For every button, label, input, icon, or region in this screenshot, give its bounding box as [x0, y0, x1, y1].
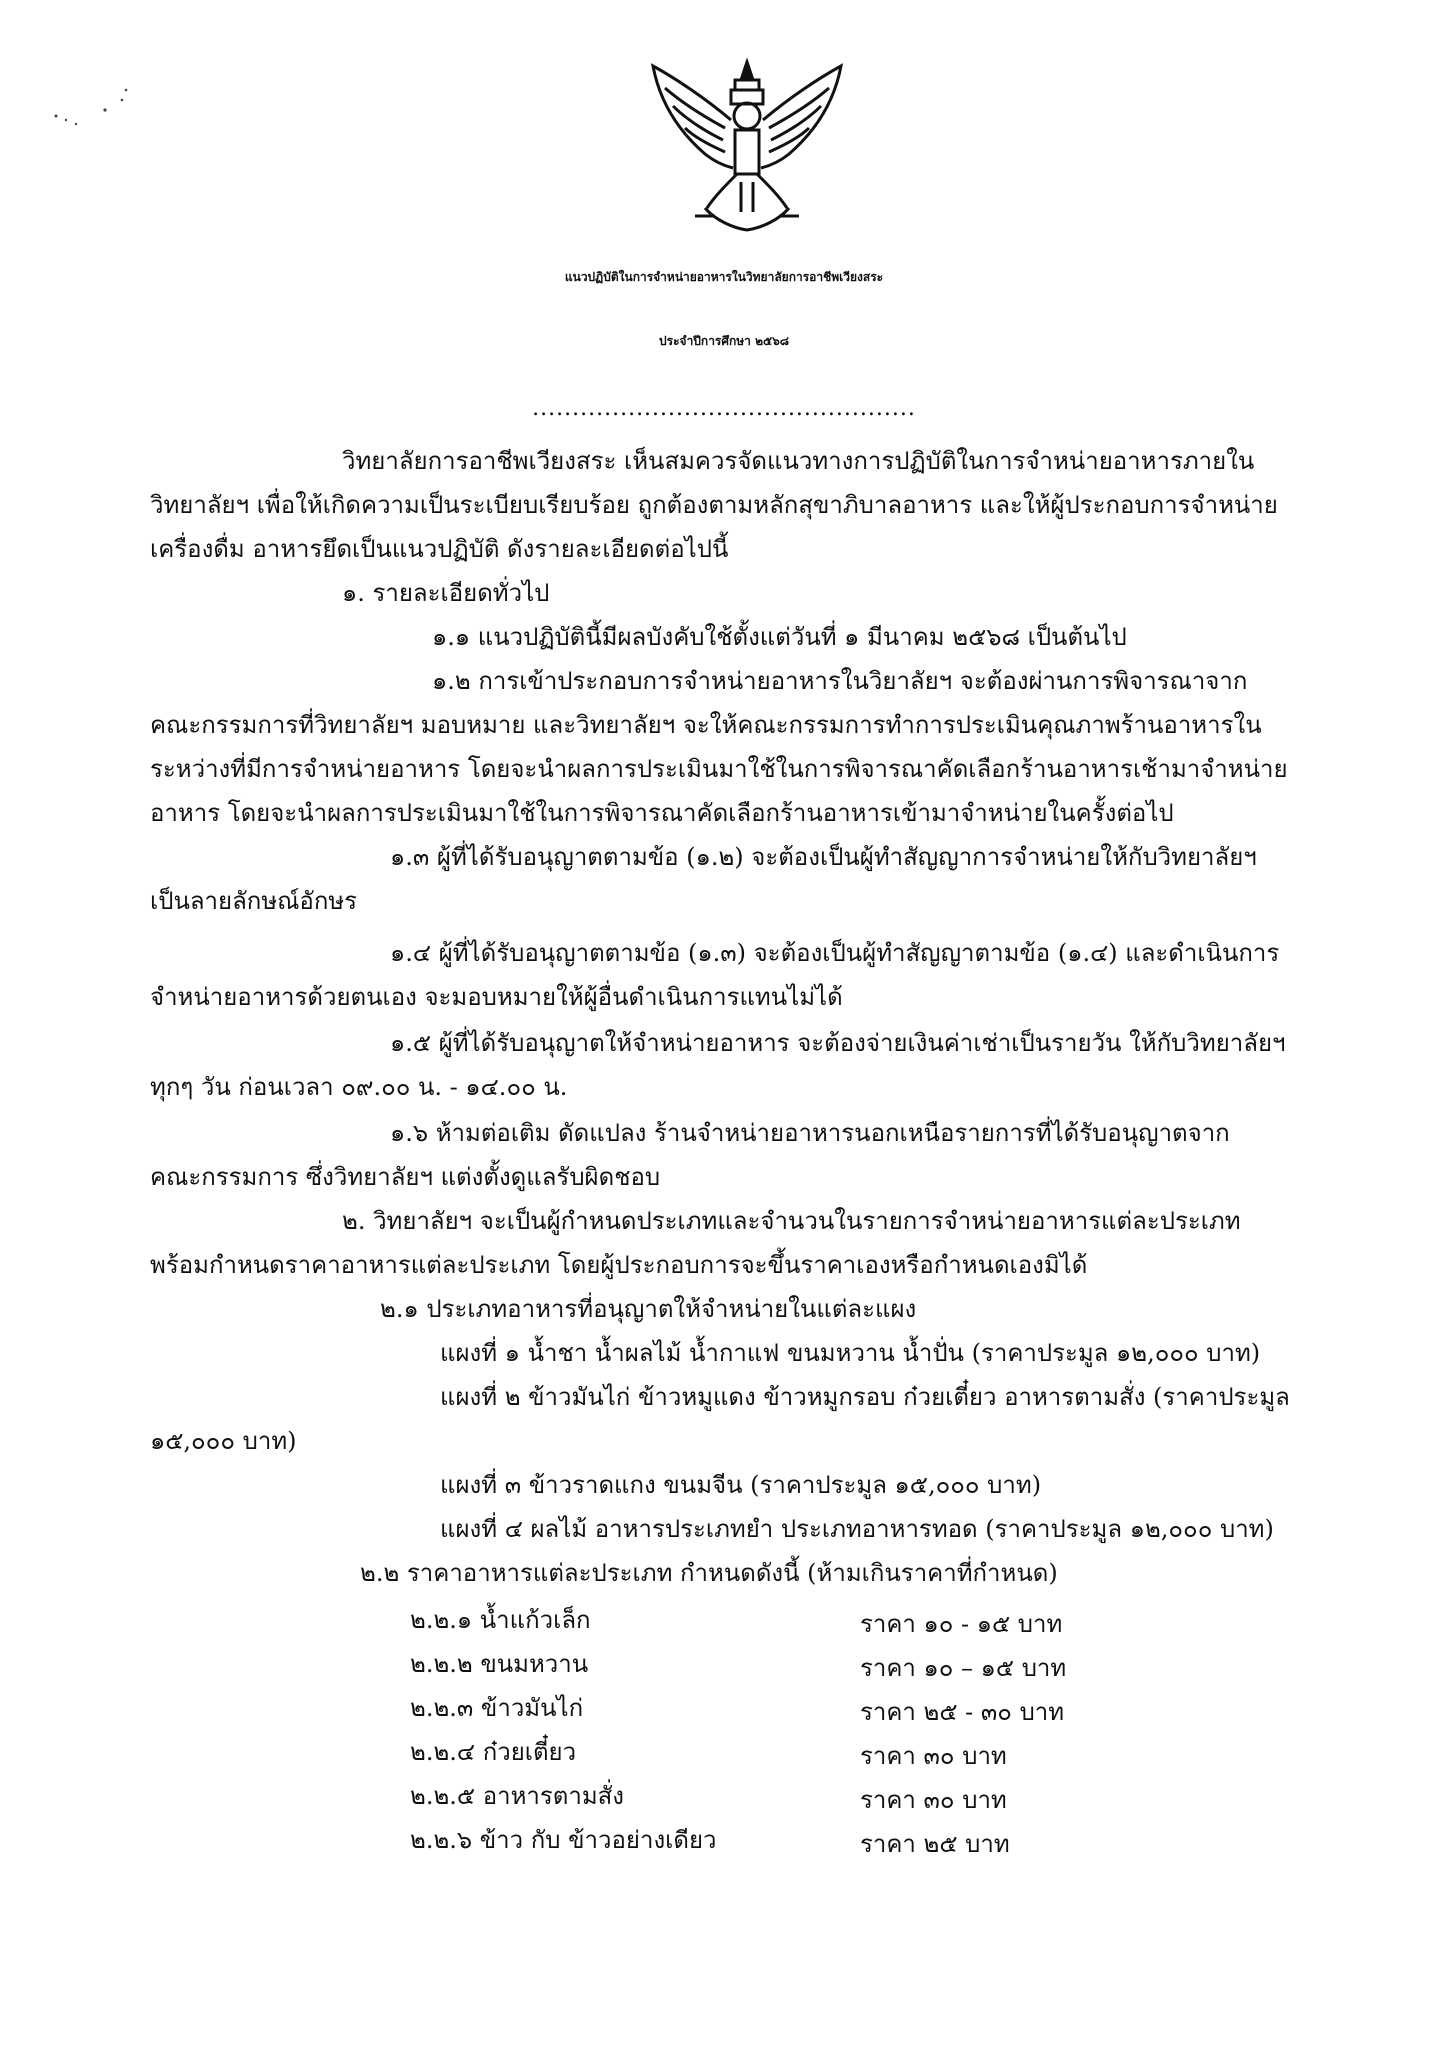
document-subtitle: ประจำปีการศึกษา ๒๕๖๘	[659, 334, 789, 348]
price-item-value: ราคา ๓๐ บาท	[860, 1742, 1007, 1770]
stall-3: แผงที่ ๓ ข้าวราดแกง ขนมจีน (ราคาประมูล ๑๕,๐๐๐ บาท)	[440, 1471, 1042, 1499]
intro-line: วิทยาลัยฯ เพื่อให้เกิดความเป็นระเบียบเรียบร้อย ถูกต้องตามหลักสุขาภิบาลอาหาร และให้ผู้ประกอบการจำหน่าย	[150, 491, 1278, 519]
price-item-value: ราคา ๑๐ – ๑๕ บาท	[860, 1654, 1067, 1682]
price-item-label: ๒.๒.๓ ข้าวมันไก่	[410, 1694, 584, 1722]
clause-1-6-line: คณะกรรมการ ซึ่งวิทยาลัยฯ แต่งตั้งดูแลรับผิดชอบ	[150, 1163, 661, 1191]
document-title: แนวปฏิบัติในการจำหน่ายอาหารในวิทยาลัยการอาชีพเวียงสระ	[564, 270, 884, 284]
clause-1-4-line: ๑.๔ ผู้ที่ได้รับอนุญาตตามข้อ (๑.๓) จะต้องเป็นผู้ทำสัญญาตามข้อ (๑.๔) และดำเนินการ	[390, 939, 1280, 967]
scan-specks	[50, 78, 140, 128]
intro-line: วิทยาลัยการอาชีพเวียงสระ เห็นสมควรจัดแนวทางการปฏิบัติในการจำหน่ายอาหารภายใน	[342, 447, 1255, 475]
intro-line: เครื่องดื่ม อาหารยึดเป็นแนวปฏิบัติ ดังรายละเอียดต่อไปนี้	[150, 535, 729, 563]
price-item-value: ราคา ๑๐ - ๑๕ บาท	[860, 1610, 1063, 1638]
clause-1-6-line: ๑.๖ ห้ามต่อเติม ดัดแปลง ร้านจำหน่ายอาหารนอกเหนือรายการที่ได้รับอนุญาตจาก	[390, 1119, 1230, 1147]
price-item-value: ราคา ๒๕ บาท	[860, 1830, 1010, 1858]
clause-2-2: ๒.๒ ราคาอาหารแต่ละประเภท กำหนดดังนี้ (ห้ามเกินราคาที่กำหนด)	[360, 1559, 1058, 1587]
clause-1-4-line: จำหน่ายอาหารด้วยตนเอง จะมอบหมายให้ผู้อื่นดำเนินการแทนไม่ได้	[150, 983, 843, 1011]
stall-2-line: แผงที่ ๒ ข้าวมันไก่ ข้าวหมูแดง ข้าวหมูกรอบ ก๋วยเตี๋ยว อาหารตามสั่ง (ราคาประมูล	[440, 1383, 1290, 1411]
price-item-value: ราคา ๒๕ - ๓๐ บาท	[860, 1698, 1065, 1726]
clause-1-2-line: อาหาร โดยจะนำผลการประเมินมาใช้ในการพิจารณาคัดเลือกร้านอาหารเข้ามาจำหน่ายในครั้งต่อไป	[150, 799, 1174, 827]
section-2-heading: ๒. วิทยาลัยฯ จะเป็นผู้กำหนดประเภทและจำนวนในรายการจำหน่ายอาหารแต่ละประเภท	[342, 1207, 1241, 1235]
clause-1-1: ๑.๑ แนวปฏิบัตินี้มีผลบังคับใช้ตั้งแต่วันที่ ๑ มีนาคม ๒๕๖๘ เป็นต้นไป	[432, 623, 1127, 651]
garuda-emblem-icon	[645, 58, 850, 238]
stall-4: แผงที่ ๔ ผลไม้ อาหารประเภทยำ ประเภทอาหารทอด (ราคาประมูล ๑๒,๐๐๐ บาท)	[440, 1515, 1274, 1543]
clause-2-1: ๒.๑ ประเภทอาหารที่อนุญาตให้จำหน่ายในแต่ละแผง	[380, 1295, 917, 1323]
price-item-label: ๒.๒.๒ ขนมหวาน	[410, 1650, 589, 1678]
clause-1-3-line: เป็นลายลักษณ์อักษร	[150, 887, 358, 915]
price-item-value: ราคา ๓๐ บาท	[860, 1786, 1007, 1814]
clause-1-2-line: ๑.๒ การเข้าประกอบการจำหน่ายอาหารในวิยาลัยฯ จะต้องผ่านการพิจารณาจาก	[432, 667, 1248, 695]
section-2-heading: พร้อมกำหนดราคาอาหารแต่ละประเภท โดยผู้ประกอบการจะขึ้นราคาเองหรือกำหนดเองมิได้	[150, 1251, 1088, 1279]
stall-2-line: ๑๕,๐๐๐ บาท)	[150, 1427, 297, 1455]
clause-1-5-line: ๑.๕ ผู้ที่ได้รับอนุญาตให้จำหน่ายอาหาร จะต้องจ่ายเงินค่าเช่าเป็นรายวัน ให้กับวิทยาลัยฯ	[390, 1029, 1286, 1057]
title-separator: ................................................	[532, 396, 916, 421]
section-1-heading: ๑. รายละเอียดทั่วไป	[342, 579, 550, 607]
price-item-label: ๒.๒.๕ อาหารตามสั่ง	[410, 1782, 625, 1810]
price-item-label: ๒.๒.๔ ก๋วยเตี๋ยว	[410, 1738, 577, 1766]
price-item-label: ๒.๒.๖ ข้าว กับ ข้าวอย่างเดียว	[410, 1826, 717, 1854]
stall-1: แผงที่ ๑ น้ำชา น้ำผลไม้ น้ำกาแฟ ขนมหวาน น้ำปั่น (ราคาประมูล ๑๒,๐๐๐ บาท)	[440, 1339, 1261, 1367]
price-item-label: ๒.๒.๑ น้ำแก้วเล็ก	[410, 1606, 591, 1634]
clause-1-2-line: คณะกรรมการที่วิทยาลัยฯ มอบหมาย และวิทยาลัยฯ จะให้คณะกรรมการทำการประเมินคุณภาพร้านอาหารใน	[150, 711, 1262, 739]
clause-1-3-line: ๑.๓ ผู้ที่ได้รับอนุญาตตามข้อ (๑.๒) จะต้องเป็นผู้ทำสัญญาการจำหน่ายให้กับวิทยาลัยฯ	[390, 843, 1257, 871]
clause-1-2-line: ระหว่างที่มีการจำหน่ายอาหาร โดยจะนำผลการประเมินมาใช้ในการพิจารณาคัดเลือกร้านอาหารเช้ามาจำหน่าย	[150, 755, 1288, 783]
clause-1-5-line: ทุกๆ วัน ก่อนเวลา ๐๙.๐๐ น. - ๑๔.๐๐ น.	[150, 1073, 568, 1101]
